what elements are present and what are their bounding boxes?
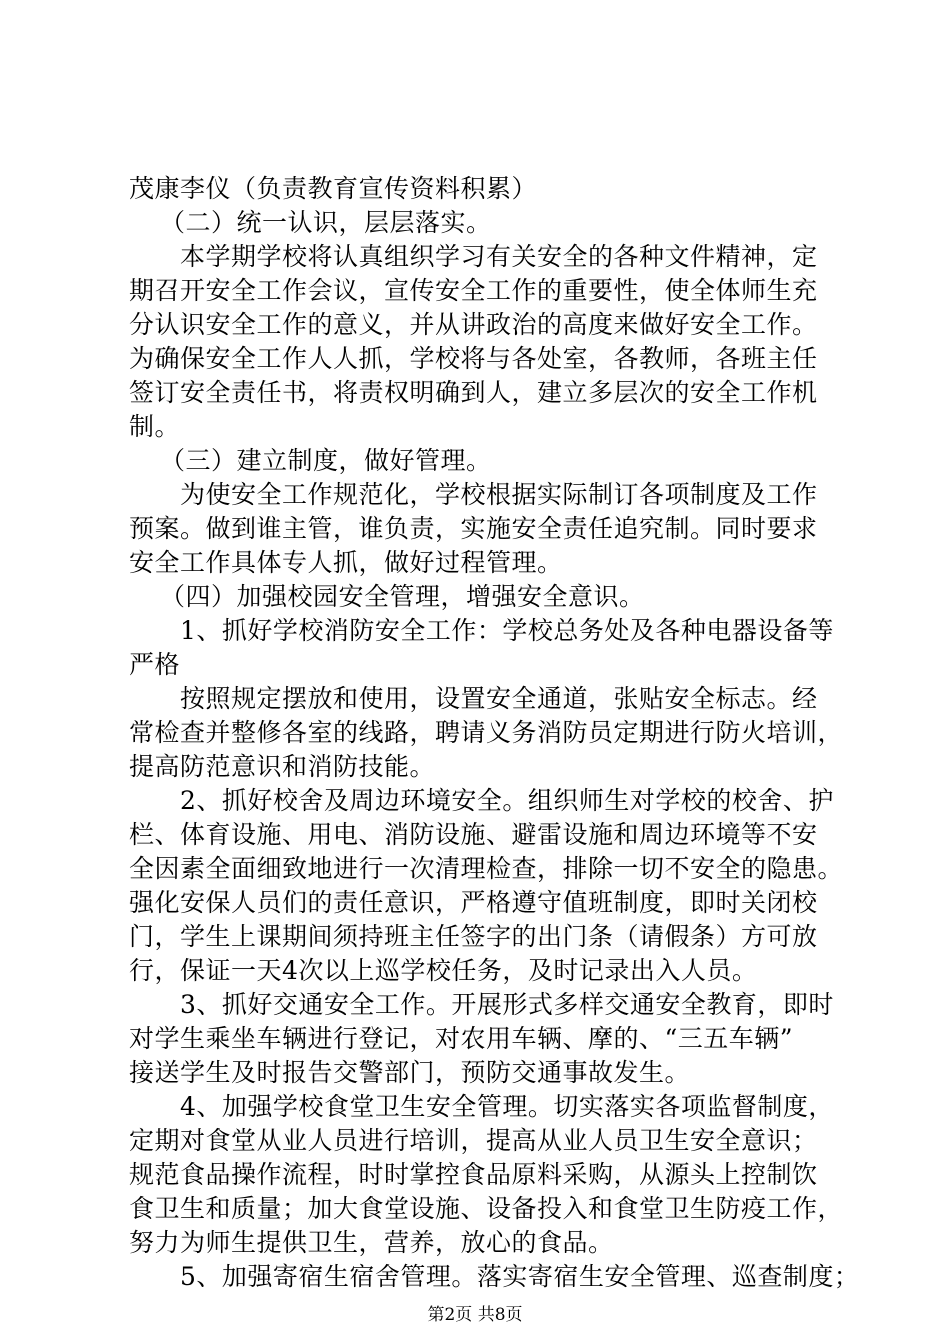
text-line: 为使安全工作规范化，学校根据实际制订各项制度及工作 — [180, 480, 818, 509]
text-line: 强化安保人员们的责任意识，严格遵守值班制度，即时关闭校 — [129, 888, 818, 917]
page-footer: 第2页 共8页 — [427, 1305, 523, 1325]
text-line: 按照规定摆放和使用，设置安全通道，张贴安全标志。经 — [180, 684, 818, 713]
text-line: 门，学生上课期间须持班主任签字的出门条（请假条）方可放 — [129, 922, 818, 951]
text-line: 食卫生和质量；加大食堂设施、设备投入和食堂卫生防疫工作， — [129, 1194, 844, 1223]
text-line: 分认识安全工作的意义，并从讲政治的高度来做好安全工作。 — [129, 310, 818, 339]
text-line: 3、抓好交通安全工作。开展形式多样交通安全教育，即时 — [180, 990, 834, 1019]
section-heading: （三）建立制度，做好管理。 — [160, 446, 492, 475]
text-line: 栏、体育设施、用电、消防设施、避雷设施和周边环境等不安 — [129, 820, 818, 849]
text-line: 茂康李仪（负责教育宣传资料积累） — [129, 174, 538, 203]
text-line: 本学期学校将认真组织学习有关安全的各种文件精神，定 — [180, 242, 818, 271]
text-line: 接送学生及时报告交警部门，预防交通事故发生。 — [129, 1058, 691, 1087]
text-line: 5、加强寄宿生宿舍管理。落实寄宿生安全管理、巡查制度； — [180, 1262, 860, 1291]
text-line: 努力为师生提供卫生，营养，放心的食品。 — [129, 1228, 614, 1257]
text-line: 常检查并整修各室的线路，聘请义务消防员定期进行防火培训， — [129, 718, 844, 747]
text-line: 全因素全面细致地进行一次清理检查，排除一切不安全的隐患。 — [129, 854, 844, 883]
text-line: 提高防范意识和消防技能。 — [129, 752, 436, 781]
text-line: 规范食品操作流程，时时掌控食品原料采购，从源头上控制饮 — [129, 1160, 818, 1189]
section-heading: （四）加强校园安全管理，增强安全意识。 — [160, 582, 645, 611]
text-line: 1、抓好学校消防安全工作：学校总务处及各种电器设备等 — [180, 616, 834, 645]
text-line: 预案。做到谁主管，谁负责，实施安全责任追究制。同时要求 — [129, 514, 818, 543]
text-line: 4、加强学校食堂卫生安全管理。切实落实各项监督制度， — [180, 1092, 834, 1121]
text-line: 定期对食堂从业人员进行培训，提高从业人员卫生安全意识； — [129, 1126, 818, 1155]
section-heading: （二）统一认识，层层落实。 — [160, 208, 492, 237]
text-line: 2、抓好校舍及周边环境安全。组织师生对学校的校舍、护 — [180, 786, 834, 815]
text-line: 为确保安全工作人人抓，学校将与各处室，各教师，各班主任 — [129, 344, 818, 373]
text-line: 安全工作具体专人抓，做好过程管理。 — [129, 548, 563, 577]
text-line: 签订安全责任书，将责权明确到人，建立多层次的安全工作机 — [129, 378, 818, 407]
text-line: 行，保证一天4次以上巡学校任务，及时记录出入人员。 — [129, 956, 758, 985]
text-line: 严格 — [129, 650, 181, 679]
text-line: 对学生乘坐车辆进行登记，对农用车辆、摩的、“三五车辆” — [129, 1024, 794, 1053]
text-line: 期召开安全工作会议，宣传安全工作的重要性，使全体师生充 — [129, 276, 818, 305]
text-line: 制。 — [129, 412, 181, 441]
